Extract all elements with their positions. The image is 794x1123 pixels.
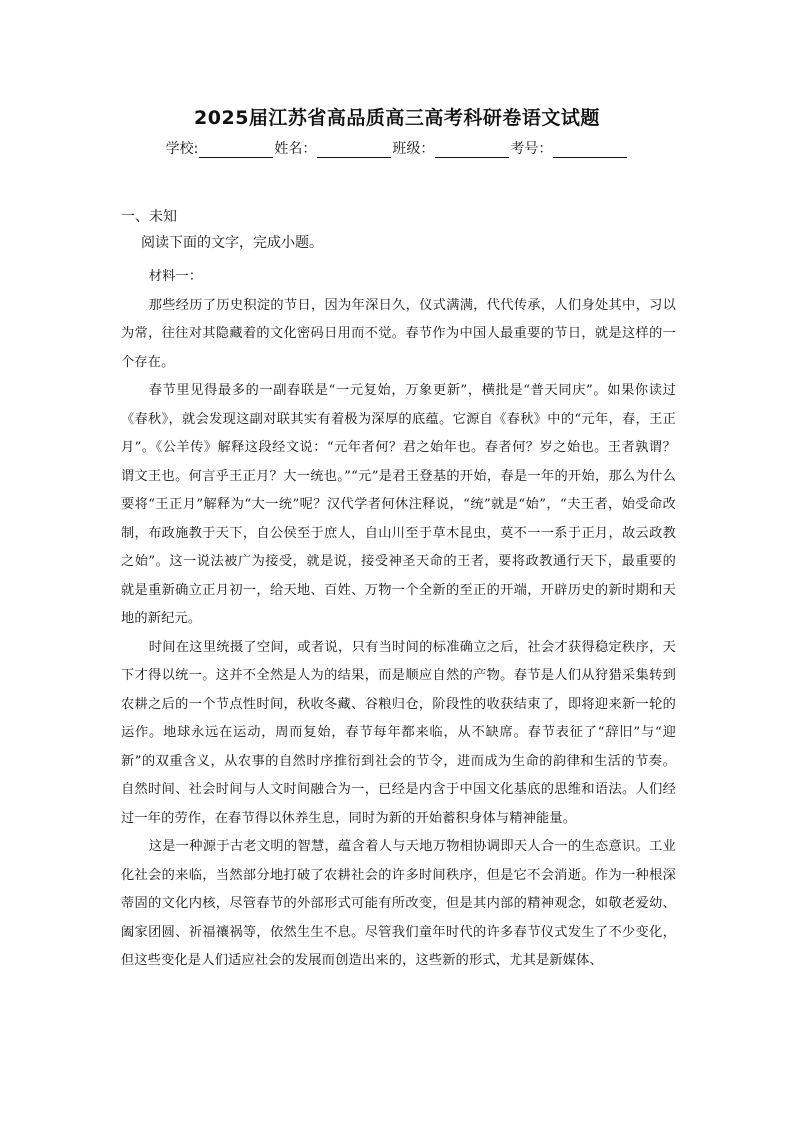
school-label: 学校: — [165, 141, 199, 157]
passage-paragraph-4: 这是一种源于古老文明的智慧，蕴含着人与天地万物相协调即天人合一的生态意识。工业化社会的来临，当然部分地打破了农耕社会的许多时间秩序，但是它不会消逝。作为一种根深蒂固的文化内核，尽管春节的外部形式可能有所改变，但是其内部的精神观念，如敬老爱幼、阖家团圆、祈福禳祸等，依然生生不息。尽管我们童年时代的许多春节仪式发生了不少变化，但这些变化是人们适应社会的发展而创造出来的，这些新的形式，尤其是新媒体、 — [121, 839, 676, 968]
passage-paragraph-2: 春节里见得最多的一副春联是“一元复始，万象更新”，横批是“普天同庆”。如果你读过《春秋》，就会发现这副对联其实有着极为深厚的底蕴。它源自《春秋》中的“元年，春，王正月”。《公羊传》解释这段经文说：“元年者何？君之始年也。春者何？岁之始也。王者孰谓？谓文王也。何言乎王正月？大一统也。”“元”是君王登基的开始，春是一年的开始，那么为什么要将“王正月”解释为“大一统”呢？汉代学者何休注释说，“统”就是“始”，“夫王者，始受命改制，布政施教于天下，自公侯至于庶人，自山川至于草木昆虫，莫不一一系于正月，故云政教之始”。这一说法被广为接受，就是说，接受神圣天命的王者，要将政教通行天下，最重要的就是重新确立正月初一，给天地、百姓、万物一个全新的至正的开端，开辟历史的新时期和天地的新纪元。 — [121, 383, 676, 626]
reading-passage — [121, 263, 676, 976]
page-title: 2025届江苏省高品质高三高考科研卷语文试题 — [194, 107, 600, 129]
class-field[interactable] — [392, 138, 510, 158]
name-label: 姓名： — [274, 141, 317, 157]
class-label: 班级： — [392, 141, 435, 157]
name-field[interactable] — [274, 138, 392, 158]
school-blank[interactable] — [199, 143, 273, 158]
exam-number-field[interactable] — [510, 138, 628, 158]
passage-paragraph-3: 时间在这里统摄了空间，或者说，只有当时间的标准确立之后，社会才获得稳定秩序，天下才得以统一。这并不全然是人为的结果，而是顺应自然的产物。春节是人们从狩猎采集转到农耕之后的一个节点性时间，秋收冬藏、谷粮归仓，阶段性的收获结束了，即将迎来新一轮的运作。地球永远在运动，周而复始，春节每年都来临，从不缺席。春节表征了“辞旧”与“迎新”的双重含义，从农事的自然时序推衍到社会的节令，进而成为生命的韵律和生活的节奏。自然时间、社会时间与人文时间融合为一，已经是内含于中国文化基底的思维和语法。人们经过一年的劳作，在春节得以休养生息，同时为新的开始蓄积身体与精神能量。 — [121, 639, 676, 826]
section-heading: 一、未知 — [121, 209, 177, 225]
exam-number-blank[interactable] — [553, 143, 627, 158]
student-info-line — [0, 138, 794, 158]
reading-instruction: 阅读下面的文字，完成小题。 — [141, 235, 323, 251]
name-blank[interactable] — [317, 143, 391, 158]
class-blank[interactable] — [435, 143, 509, 158]
passage-paragraph-1: 那些经历了历史积淀的节日，因为年深日久，仪式满满，代代传承，人们身处其中，习以为常，往往对其隐藏着的文化密码日用而不觉。春节作为中国人最重要的节日，就是这样的一个存在。 — [121, 297, 676, 370]
material-label: 材料一： — [148, 269, 203, 284]
school-field[interactable] — [166, 138, 275, 158]
exam-number-label: 考号： — [510, 141, 553, 157]
